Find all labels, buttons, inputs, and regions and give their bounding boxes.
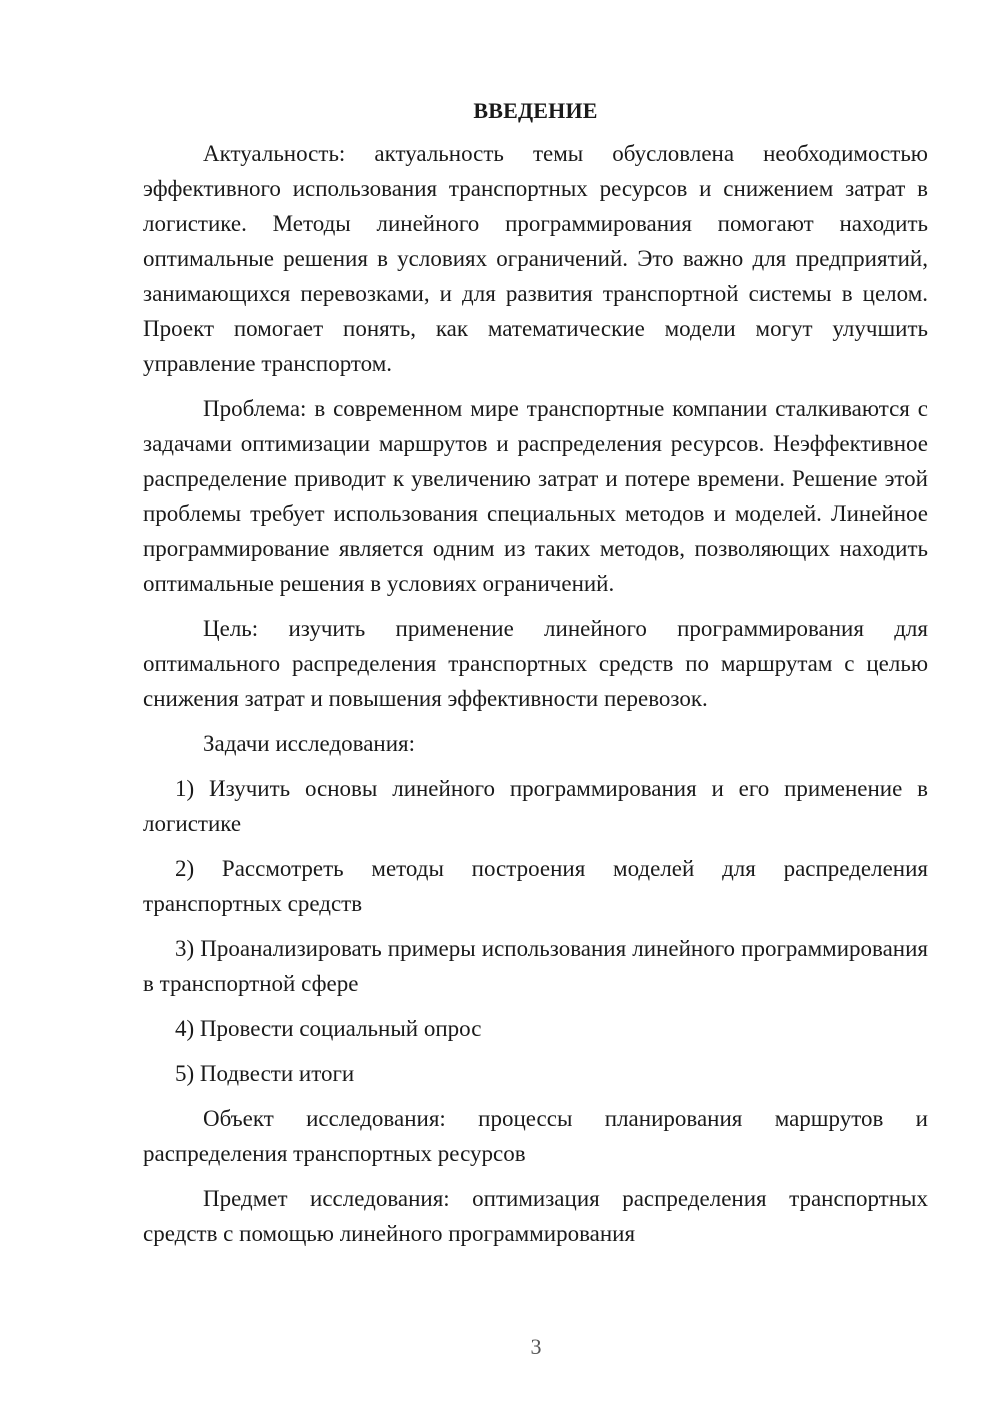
section-heading: ВВЕДЕНИЕ [473,98,598,123]
task-item-2: 2) Рассмотреть методы построения моделей для распределения транспортных средств [143,856,928,916]
task-item-5: 5) Подвести итоги [175,1061,355,1086]
task-item-3: 3) Проанализировать примеры использования линейного программирования в транспортной сфере [143,936,928,996]
tasks-heading: Задачи исследования: [203,731,416,756]
page-content [143,96,928,1261]
page-number: 3 [530,1334,542,1359]
subject-paragraph: Предмет исследования: оптимизация распределения транспортных средств с помощью линейного программирования [143,1186,928,1246]
object-paragraph: Объект исследования: процессы планирования маршрутов и распределения транспортных ресурсов [143,1106,928,1166]
task-item-4: 4) Провести социальный опрос [175,1016,482,1041]
problem-paragraph: Проблема: в современном мире транспортные компании сталкиваются с задачами оптимизации маршрутов и распределения ресурсов. Неэффективное распределение приводит к увеличению затрат и потере времени. Решение этой проблемы требует использования специальных методов и моделей. Линейное программирование является одним из таких методов, позволяющих находить оптимальные решения в условиях ограничений. [143,396,928,596]
task-item-1: 1) Изучить основы линейного программирования и его применение в логистике [143,776,928,836]
goal-paragraph: Цель: изучить применение линейного программирования для оптимального распределения транспортных средств по маршрутам с целью снижения затрат и повышения эффективности перевозок. [143,616,928,711]
relevance-paragraph: Актуальность: актуальность темы обусловлена необходимостью эффективного использования транспортных ресурсов и снижением затрат в логистике. Методы линейного программирования помогают находить оптимальные решения в условиях ограничений. Это важно для предприятий, занимающихся перевозками, и для развития транспортной системы в целом. Проект помогает понять, как математические модели могут улучшить управление транспортом. [143,141,928,376]
